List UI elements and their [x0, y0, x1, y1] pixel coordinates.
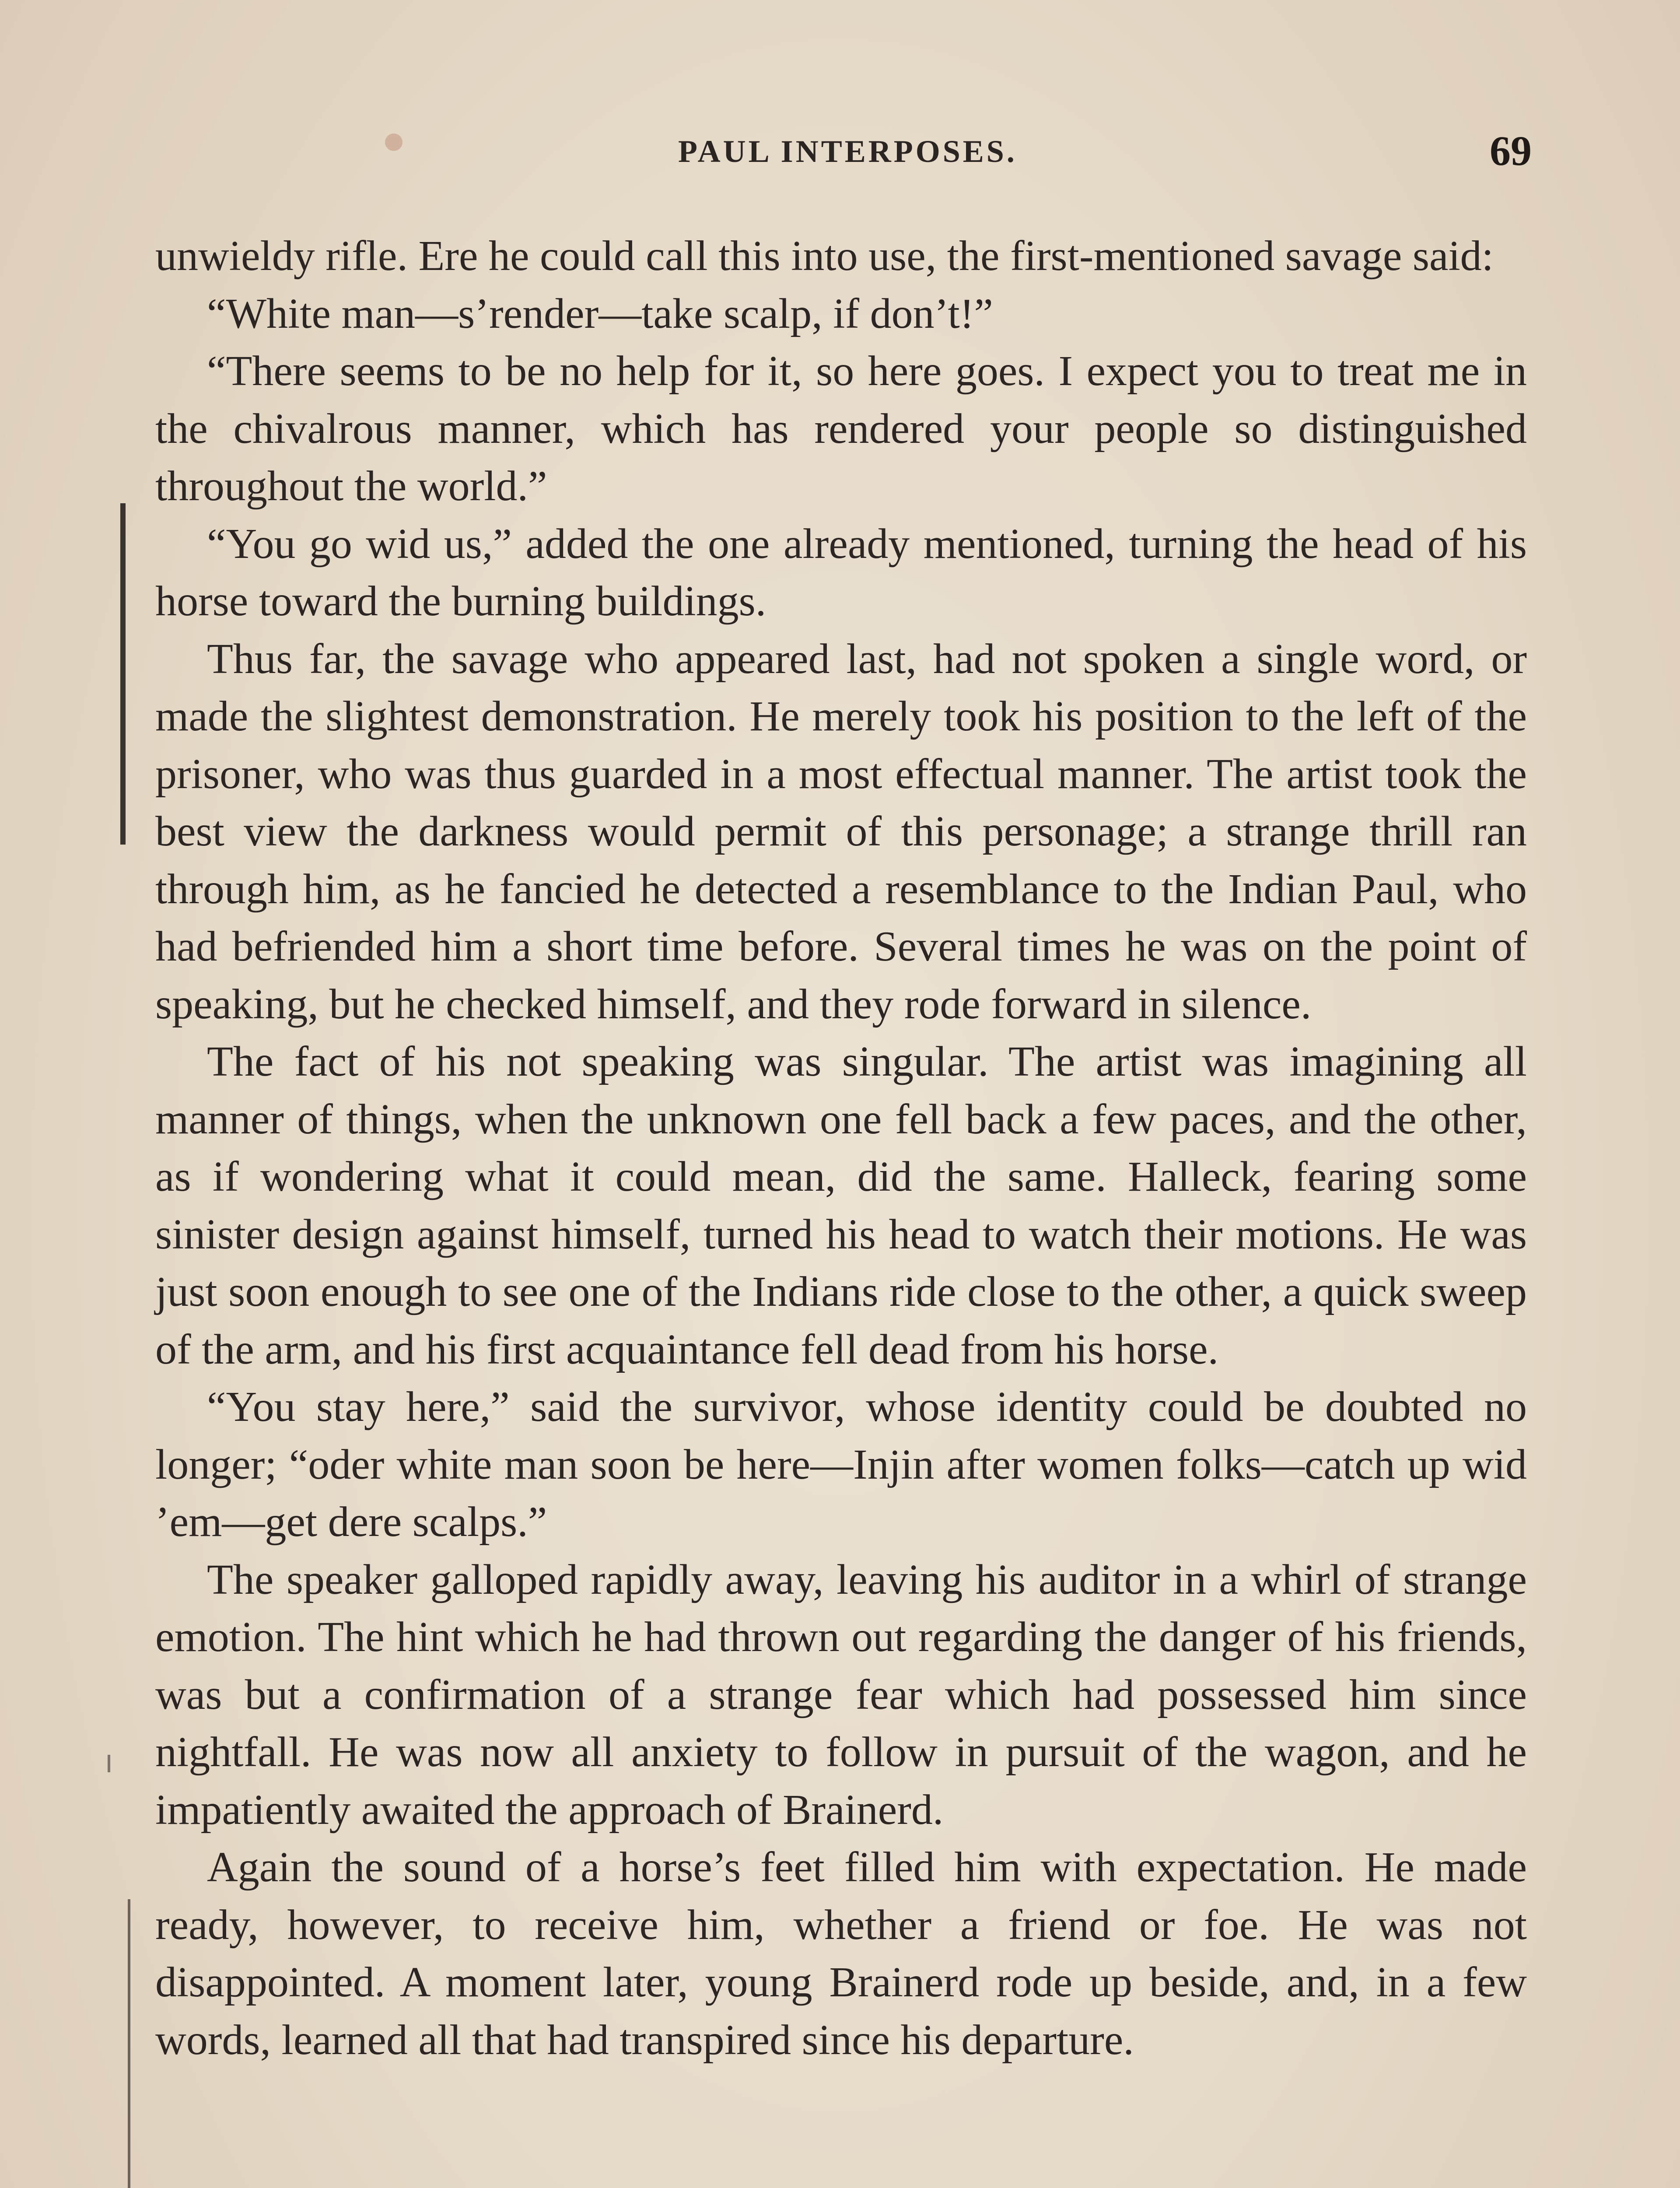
margin-ink-mark	[120, 503, 126, 845]
paragraph: “You stay here,” said the survivor, whose identity could be doubted no longer; “oder white man soon be here—Injin after women folks—catch up wid ’em—get dere scalps.”	[155, 1383, 1527, 1546]
ink-spot	[385, 133, 402, 151]
paragraph: unwieldy rifle. Ere he could call this into use, the first-mentioned savage said:	[155, 232, 1494, 280]
paragraph: The fact of his not speaking was singular. The artist was imagining all manner of things, when the unknown one fell back a few paces, and the other, as if wondering what it could mean, did the same. Halleck, fearing some sinister design against himself, turned his head to watch their motions. He was just soon enough to see one of the Indians ride close to the other, a quick sweep of the arm, and his first acquaintance fell dead from his horse.	[155, 1038, 1527, 1373]
paragraph: “White man—s’render—take scalp, if don’t!”	[207, 290, 993, 337]
paragraph: The speaker galloped rapidly away, leaving his auditor in a whirl of strange emotion. The hint which he had thrown out regarding the danger of his friends, was but a confirmation of a strange fear which had possessed him since nightfall. He was now all anxiety to follow in pursuit of the wagon, and he impatiently awaited the approach of Brainerd.	[155, 1556, 1527, 1834]
paragraph: Again the sound of a horse’s feet filled him with expectation. He made ready, however, to receive him, whether a friend or foe. He was not disappointed. A moment later, young Brainerd rode up beside, and, in a few words, learned all that had transpired since his departure.	[155, 1844, 1527, 2064]
running-head	[0, 125, 1680, 177]
paragraph: Thus far, the savage who appeared last, had not spoken a single word, or made the slightest demonstration. He merely took his position to the left of the prisoner, who was thus guarded in a most effectual manner. The artist took the best view the darkness would permit of this personage; a strange thrill ran through him, as he fancied he detected a resemblance to the Indian Paul, who had befriended him a short time before. Several times he was on the point of speaking, but he checked himself, and they rode forward in silence.	[155, 635, 1527, 1028]
margin-ink-mark	[128, 1899, 130, 2188]
margin-ink-mark	[108, 1755, 110, 1772]
paragraph: “There seems to be no help for it, so here goes. I expect you to treat me in the chivalrous manner, which has rendered your people so distinguished throughout the world.”	[155, 347, 1527, 510]
body-text	[155, 228, 1527, 2069]
running-title: PAUL INTERPOSES.	[678, 134, 1017, 169]
page-number: 69	[1490, 127, 1532, 174]
paragraph: “You go wid us,” added the one already mentioned, turning the head of his horse toward the burning buildings.	[155, 520, 1527, 625]
